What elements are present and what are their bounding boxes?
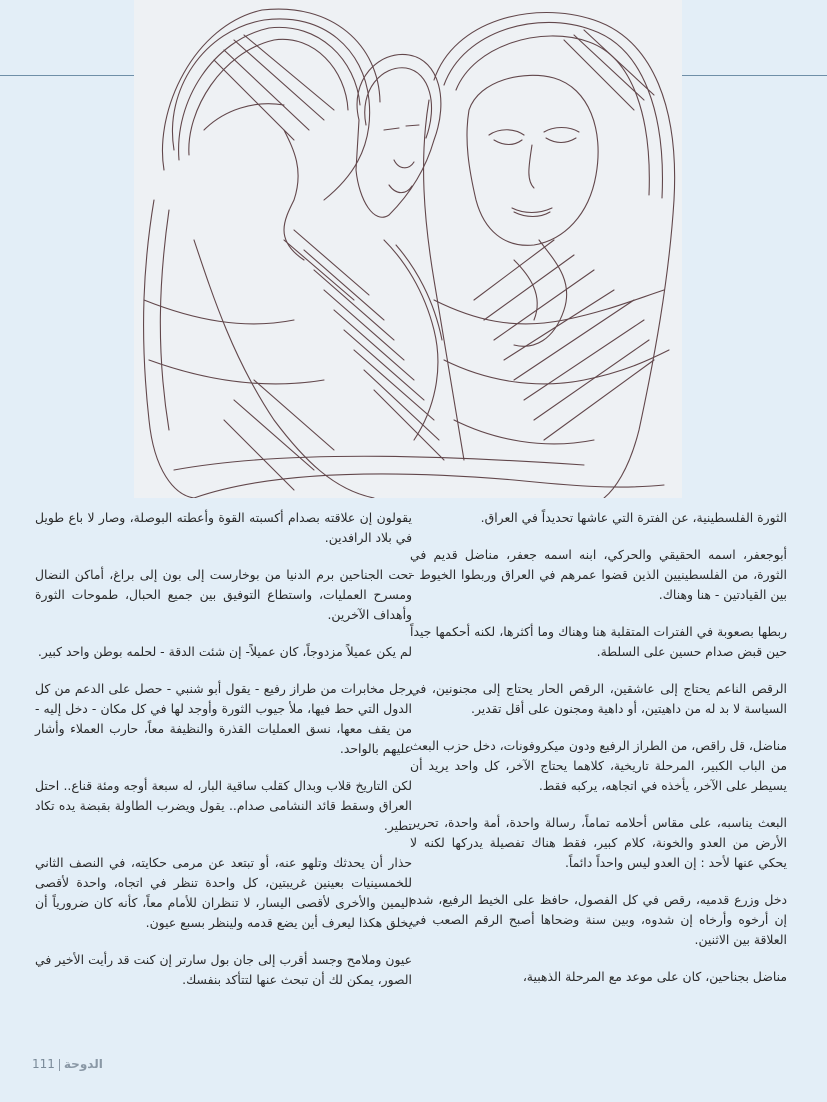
paragraph: يقولون إن علاقته بصدام أكسبته القوة وأعطته البوصلة، وصار لا باع طويل في بلاد الرافدين. xyxy=(35,510,412,545)
paragraph: أبوجعفر، اسمه الحقيقي والحركي، ابنه اسمه جعفر، مناضل قديم في الثورة، من الفلسطينيين الذين قضوا عمرهم في العراق وربطوا الخيوط - بين القيادتين - هنا وهناك. xyxy=(410,547,787,602)
paragraph: حذار أن يحدثك وتلهو عنه، أو تبتعد عن مرمى حكايته، في النصف الثاني للخمسينيات بعينين غريبتين، كل واحدة تنظر في اتجاه، واحدة لأقصى اليمين والأخرى لأقصى اليسار، لا تنظران للأمام معاً، كأنه كان ضرورياً أن يخلق هكذا ليعرف أين يضع قدمه ولينظر بسبع عيون. xyxy=(35,855,412,930)
paragraph: مناضل بجناحين، كان على موعد مع المرحلة الذهبية، xyxy=(522,969,787,984)
paragraph: ربطها بصعوبة في الفترات المتقلبة هنا وهناك وما أكثرها، لكنه أحكمها جيداً حين قبض صدام حسين على السلطة. xyxy=(410,624,787,659)
folio-divider xyxy=(59,1059,60,1071)
paragraph: البعث يناسبه، على مقاس أحلامه تماماً، رسالة واحدة، أمة واحدة، تحرير الأرض من العدو والخونة، كلام كبير، فقط هناك تفصيلة يدركها لكنه لا يحكي عنها لأحد : إن العدو ليس واحداً دائماً. xyxy=(410,815,787,870)
paragraph: الثورة الفلسطينية، عن الفترة التي عاشها تحديداً في العراق. xyxy=(480,510,787,525)
sketch-illustration xyxy=(134,0,682,498)
sketch-artwork-icon xyxy=(134,0,682,498)
magazine-name: الدوحة xyxy=(63,1057,103,1071)
page-footer xyxy=(32,1057,103,1071)
paragraph: لكن التاريخ قلاب وبدال كقلب ساقية البار، له سبعة أوجه ومئة قناع.. احتل العراق وسقط قائد النشامى صدام.. يقول ويضرب الطاولة بقبضة يده تكاد تطير. xyxy=(35,778,412,833)
paragraph: مناضل، قل راقص، من الطراز الرفيع ودون ميكروفونات، دخل حزب البعث من الباب الكبير، المرحلة تاريخية، كلاهما يحتاج الآخر، كل واحد يريد أن يسيطر على الآخر، يأخذه في اتجاهه، يركبه فقط. xyxy=(410,738,787,793)
paragraph: تحت الجناحين برم الدنيا من بوخارست إلى بون إلى براغ، أماكن النضال ومسرح العمليات، واستطاع التوفيق بين جميع الحبال، طموحات الثورة وأهداف الآخرين. xyxy=(35,567,412,622)
page-number: 111 xyxy=(32,1057,55,1071)
paragraph: دخل وزرع قدميه، رقص في كل الفصول، حافظ على الخيط الرفيع، شده إن أرخوه وأرخاه إن شدوه، وبين سنة وضحاها أصبح الرقم الصعب في العلاقة بين الاثنين. xyxy=(410,892,787,947)
article-column-right xyxy=(410,508,787,1004)
article-column-left xyxy=(35,508,412,1007)
paragraph: عيون وملامح وجسد أقرب إلى جان بول سارتر إن كنت قد رأيت الأخير في الصور، يمكن لك أن تبحث عنها لتتأكد بنفسك. xyxy=(35,952,412,987)
paragraph: لم يكن عميلاً مزدوجاً، كان عميلاً- إن شئت الدقة - لحلمه بوطن واحد كبير. xyxy=(37,644,412,659)
paragraph: الرقص الناعم يحتاج إلى عاشقين، الرقص الحار يحتاج إلى مجنونين، في السياسة لا بد له من داهيتين، أو داهية ومجنون على أقل تقدير. xyxy=(410,681,787,716)
paragraph: رجل مخابرات من طراز رفيع - يقول أبو شنبي - حصل على الدعم من كل الدول التي حط فيها، ملأ جيوب الثورة وأوجد لها في كل مكان - دخل إليه - من يقف معها، نسق العمليات القذرة والنظيفة معاً، حارب العملاء وأشار عليهم بالواحد. xyxy=(35,681,412,756)
